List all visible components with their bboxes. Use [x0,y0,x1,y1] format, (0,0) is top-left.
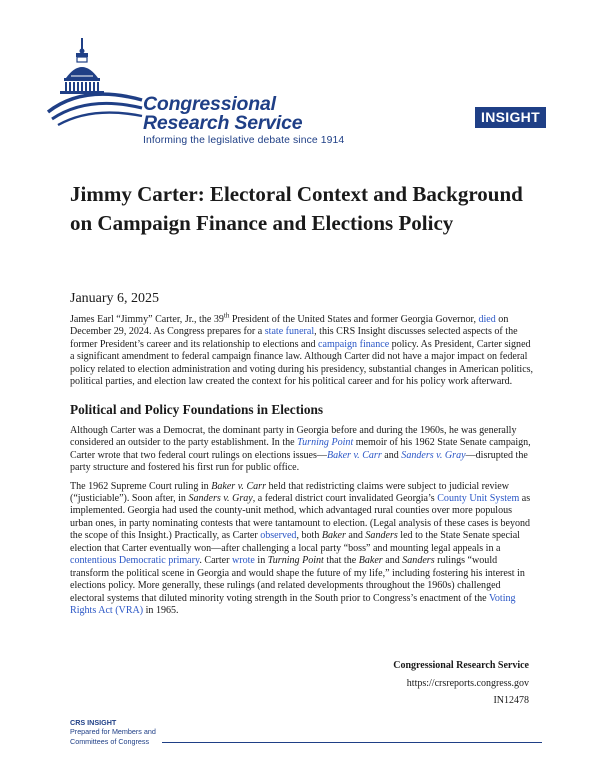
document-body [70,311,535,624]
text-run: and [345,530,366,542]
link-state-funeral[interactable]: state funeral [264,326,315,338]
text-run: led to the State Senate special election that Carter eventually won—after challenging a local party “boss” and mounting legal appeals in a [70,530,520,554]
link-died[interactable]: died [478,314,496,325]
link-campaign-finance[interactable]: campaign finance [318,338,390,350]
prepared-line-2: Committees of Congress [70,737,150,746]
text-run: President of the United States and former Georgia Governor, [229,314,479,325]
case-name: Baker v. Carr [211,480,266,492]
insight-badge: INSIGHT [475,107,546,128]
link-sanders-v-gray[interactable]: Sanders v. Gray [401,449,466,461]
body-paragraph-2 [70,481,535,618]
case-name: Sanders [402,555,435,567]
org-tagline: Informing the legislative debate since 1914 [143,135,345,146]
text-run: memoir of his 1962 State Senate campaign, Carter wrote that two federal court rulings on elections issues— [70,437,531,461]
org-name-line2: Research Service [143,112,303,134]
logo-wordmark [143,95,344,146]
body-paragraph-1 [70,425,535,475]
text-run: held that redistricting claims were subject to judicial review (“justiciable”). Soon after, in [70,480,509,504]
link-voting-rights-act[interactable]: Voting Rights Act (VRA) [70,592,516,617]
footer-url: https://crsreports.congress.gov [406,678,529,689]
text-run: James Earl “Jimmy” Carter, Jr., the 39 [70,314,224,325]
link-observed[interactable]: observed [260,530,297,542]
case-name: Sanders v. Gray [188,492,253,504]
report-id: IN12478 [493,695,529,706]
book-title: Turning Point [267,555,324,567]
superscript: th [223,311,230,320]
case-name: Baker [358,555,383,567]
text-run: , this CRS Insight discusses selected aspects of the former President’s career and its relationship to elections and [70,326,518,350]
page-header [0,0,600,150]
text-run: , both [296,530,322,542]
text-run: —disrupted the party structure and fostered his first run for public office. [70,449,528,474]
text-run: policy. As President, Carter signed a significant amendment to federal campaign finance law. Although Carter did not have a major impact on federal policy related to election administration and voting during his presidency, substantial changes in American politics, political parties, and election law created the context for his political career and for his policy work afterward. [70,338,534,388]
link-contentious-democratic-primary[interactable]: contentious Democratic primary [70,555,200,567]
text-run: and [382,555,403,567]
link-county-unit-system[interactable]: County Unit System [437,492,520,504]
text-run: rulings “would transform the political scene in Georgia and would shape the future of my life,” including fostering his interest in elections policy. More generally, these rulings (and related developments throughout the 1960s) challenged electoral systems that diluted minority voting strength in the South prior to Congress’s enactment of the [70,555,525,604]
text-run: in [254,555,268,567]
text-run: Although Carter was a Democrat, the dominant party in Georgia before and during the 1960s, he was generally considered an outsider to the party establishment. In the [70,424,517,449]
link-baker-v-carr[interactable]: Baker v. Carr [326,449,382,461]
link-turning-point[interactable]: Turning Point [297,437,354,449]
text-run: , a federal district court invalidated Georgia’s [252,492,438,504]
text-run: on December 29, 2024. As Congress prepares for a [70,314,509,338]
section-heading: Political and Policy Foundations in Elections [70,401,324,417]
case-name: Baker [321,530,346,542]
prepared-for-note [70,727,156,747]
footer-org-name: Congressional Research Service [393,660,529,671]
crs-insight-label: CRS INSIGHT [70,718,117,727]
prepared-line-1: Prepared for Members and [70,727,156,736]
text-run: that the [323,555,359,567]
text-run: in 1965. [143,605,179,617]
link-wrote[interactable]: wrote [232,555,255,567]
footer-divider [162,742,542,743]
text-run: . Carter [199,555,232,567]
text-run: The 1962 Supreme Court ruling in [70,480,212,492]
text-run: and [381,449,402,461]
intro-paragraph [70,311,535,389]
capitol-dome-icon [44,38,144,138]
document-date: January 6, 2025 [70,291,160,306]
case-name: Sanders [365,530,398,542]
document-title: Jimmy Carter: Electoral Context and Background on Campaign Finance and Elections Policy [70,182,523,235]
org-name-line1: Congressional [143,93,276,115]
text-run: as implemented. Georgia had used the county-unit method, which advantaged rural counties over more populous urban ones, in party nominating contests that were tantamount to election. (Legal analysis of these cases is beyond the scope of this Insight.) Practically, as Carter [70,492,531,542]
